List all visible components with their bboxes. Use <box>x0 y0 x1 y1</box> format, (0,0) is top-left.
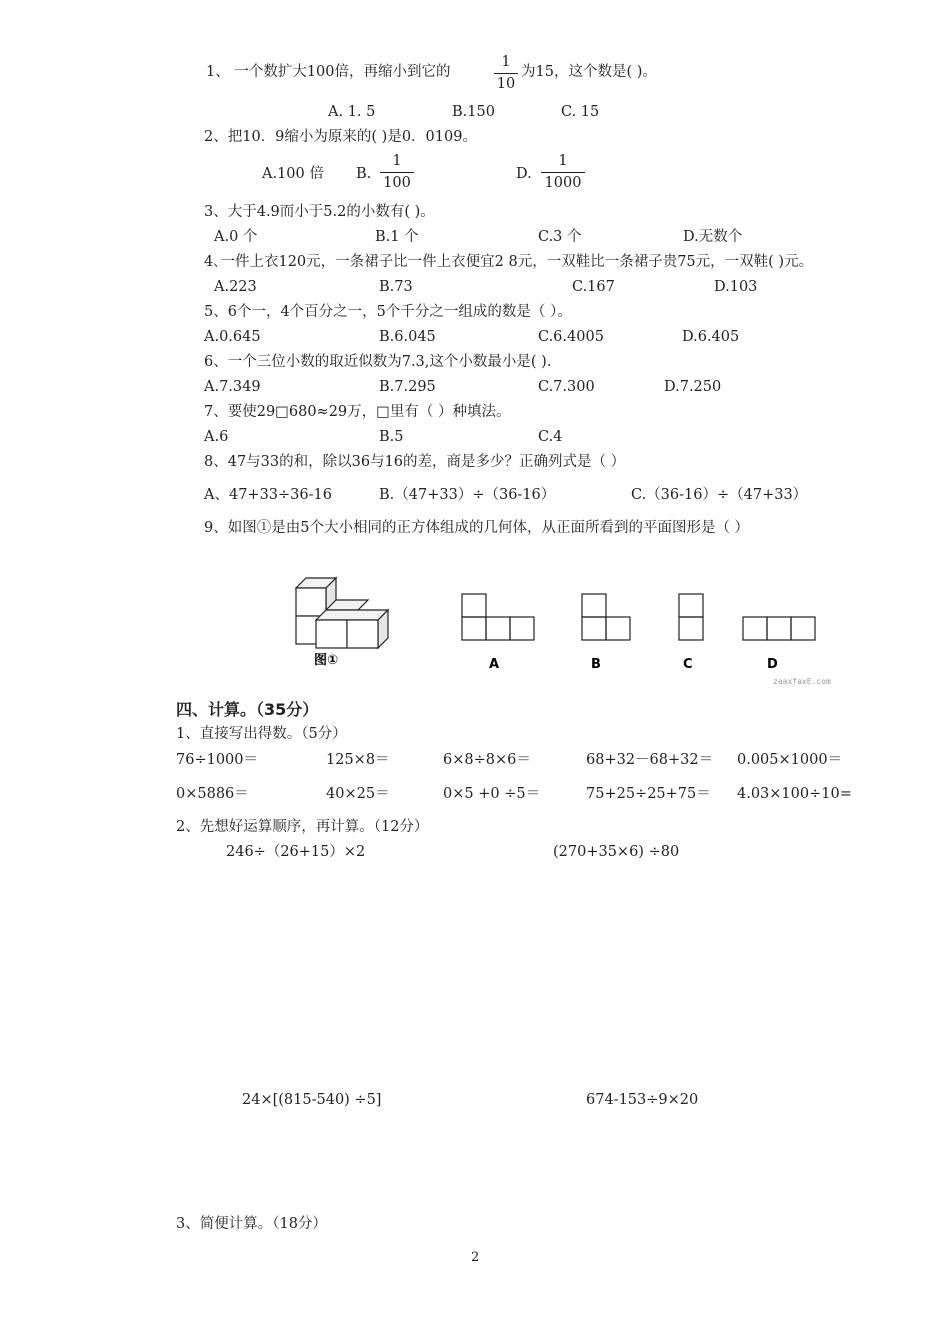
calc-expr-3: 24×[(815-540) ÷5] <box>242 1092 382 1108</box>
q5-stem: 5、6个一，4个百分之一，5个千分之一组成的数是（ ）。 <box>204 304 572 320</box>
calc-row1-1: 76÷1000＝ <box>176 752 259 768</box>
q2-option-d-fraction <box>541 154 585 190</box>
q2-option-b-denominator: 100 <box>383 174 411 191</box>
calc-expr-1: 246÷（26+15）×2 <box>226 844 366 860</box>
q1-stem-post: 为15，这个数是( )。 <box>521 64 657 80</box>
calc-row2-5: 4.03×100÷10= <box>737 786 852 802</box>
q6-option-c: C.7.300 <box>538 379 595 395</box>
q6-stem: 6、一个三位小数的取近似数为7.3,这个小数最小是( ). <box>204 354 552 370</box>
q5-option-b: B.6.045 <box>379 329 436 345</box>
q1-stem-pre: 1、 一个数扩大100倍，再缩小到它的 <box>206 64 451 80</box>
calc-row1-5: 0.005×1000＝ <box>737 752 843 768</box>
page-number: 2 <box>471 1250 480 1265</box>
figure-caption: 图① <box>314 653 339 668</box>
q4-stem: 4､一件上衣120元，一条裙子比一件上衣便宜2 8元，一双鞋比一条裙子贵75元，一双鞋( )元。 <box>204 254 814 270</box>
calc-row2-1: 0×5886＝ <box>176 786 249 802</box>
watermark: zaaxfaxE.com <box>773 677 831 686</box>
q5-option-c: C.6.4005 <box>538 329 604 345</box>
calc-row2-3: 0×5 +0 ÷5＝ <box>443 786 541 802</box>
q1-fraction <box>494 55 518 91</box>
cubes-figure <box>280 568 860 688</box>
q3-option-c: C.3 个 <box>538 229 582 245</box>
q2-stem: 2、把10．9缩小为原来的( )是0．0109。 <box>204 129 477 145</box>
q2-option-b-numerator: 1 <box>392 153 402 169</box>
option-d-label: D <box>767 657 778 672</box>
calc-row1-4: 68+32－68+32＝ <box>586 752 714 768</box>
option-a-shape <box>462 594 534 640</box>
calc-row1-2: 125×8＝ <box>326 752 390 768</box>
q7-option-c: C.4 <box>538 429 563 445</box>
option-c-shape <box>679 594 703 640</box>
q1-fraction-denominator: 10 <box>496 75 516 92</box>
q2-option-b-label: B. <box>356 166 372 182</box>
q3-option-a: A.0 个 <box>214 229 258 245</box>
q1-fraction-bar <box>494 73 518 74</box>
q1-option-a: A. 1. 5 <box>328 104 376 120</box>
q3-stem: 3、大于4.9而小于5.2的小数有( )。 <box>204 204 435 220</box>
q7-option-b: B.5 <box>379 429 404 445</box>
option-c-label: C <box>683 657 693 672</box>
calc-expr-4: 674-153÷9×20 <box>586 1092 699 1108</box>
section4-sub3: 3、简便计算。（18分） <box>176 1216 327 1232</box>
q2-option-a: A.100 倍 <box>262 166 324 182</box>
q2-option-b-fraction <box>380 154 414 190</box>
q5-option-d: D.6.405 <box>682 329 740 345</box>
q6-option-b: B.7.295 <box>379 379 436 395</box>
q4-option-d: D.103 <box>714 279 758 295</box>
calc-row1-3: 6×8÷8×6＝ <box>443 752 531 768</box>
q6-option-a: A.7.349 <box>204 379 261 395</box>
q8-option-c: C.（36-16）÷（47+33） <box>631 487 808 503</box>
q6-option-d: D.7.250 <box>664 379 722 395</box>
calc-row2-4: 75+25÷25+75＝ <box>586 786 711 802</box>
q1-option-c: C. 15 <box>561 104 600 120</box>
q7-stem: 7、要使29□680≈29万，□里有（ ）种填法。 <box>204 404 511 420</box>
q9-stem: 9、如图①是由5个大小相同的正方体组成的几何体，从正面所看到的平面图形是（ ） <box>204 520 750 536</box>
section4-title: 四、计算。（35分） <box>176 700 319 719</box>
q3-option-b: B.1 个 <box>375 229 419 245</box>
q2-option-d-label: D. <box>516 166 532 182</box>
q3-option-d: D.无数个 <box>683 229 743 245</box>
option-b-label: B <box>591 657 601 672</box>
q8-option-a: A、47+33÷36-16 <box>204 487 332 503</box>
section4-sub1: 1、直接写出得数。（5分） <box>176 726 347 742</box>
q2-option-d-numerator: 1 <box>558 153 568 169</box>
section4-sub2: 2、先想好运算顺序，再计算。（12分） <box>176 819 429 835</box>
q5-option-a: A.0.645 <box>204 329 261 345</box>
q1-fraction-numerator: 1 <box>501 54 511 70</box>
q2-option-d-denominator: 1000 <box>544 174 582 191</box>
q2-option-b-bar <box>380 172 414 173</box>
q4-option-a: A.223 <box>214 279 257 295</box>
calc-expr-2: (270+35×6) ÷80 <box>553 844 680 860</box>
q2-option-d-bar <box>541 172 585 173</box>
calc-row2-2: 40×25＝ <box>326 786 390 802</box>
q4-option-c: C.167 <box>572 279 615 295</box>
q7-option-a: A.6 <box>204 429 229 445</box>
option-d-shape <box>743 617 815 640</box>
option-a-label: A <box>489 657 500 672</box>
isometric-cubes-drawing <box>296 578 388 648</box>
q8-option-b: B.（47+33）÷（36-16） <box>379 487 556 503</box>
q4-option-b: B.73 <box>379 279 413 295</box>
q1-option-b: B.150 <box>452 104 495 120</box>
q8-stem: 8、47与33的和，除以36与16的差，商是多少？正确列式是（ ） <box>204 454 626 470</box>
option-b-shape <box>582 594 630 640</box>
